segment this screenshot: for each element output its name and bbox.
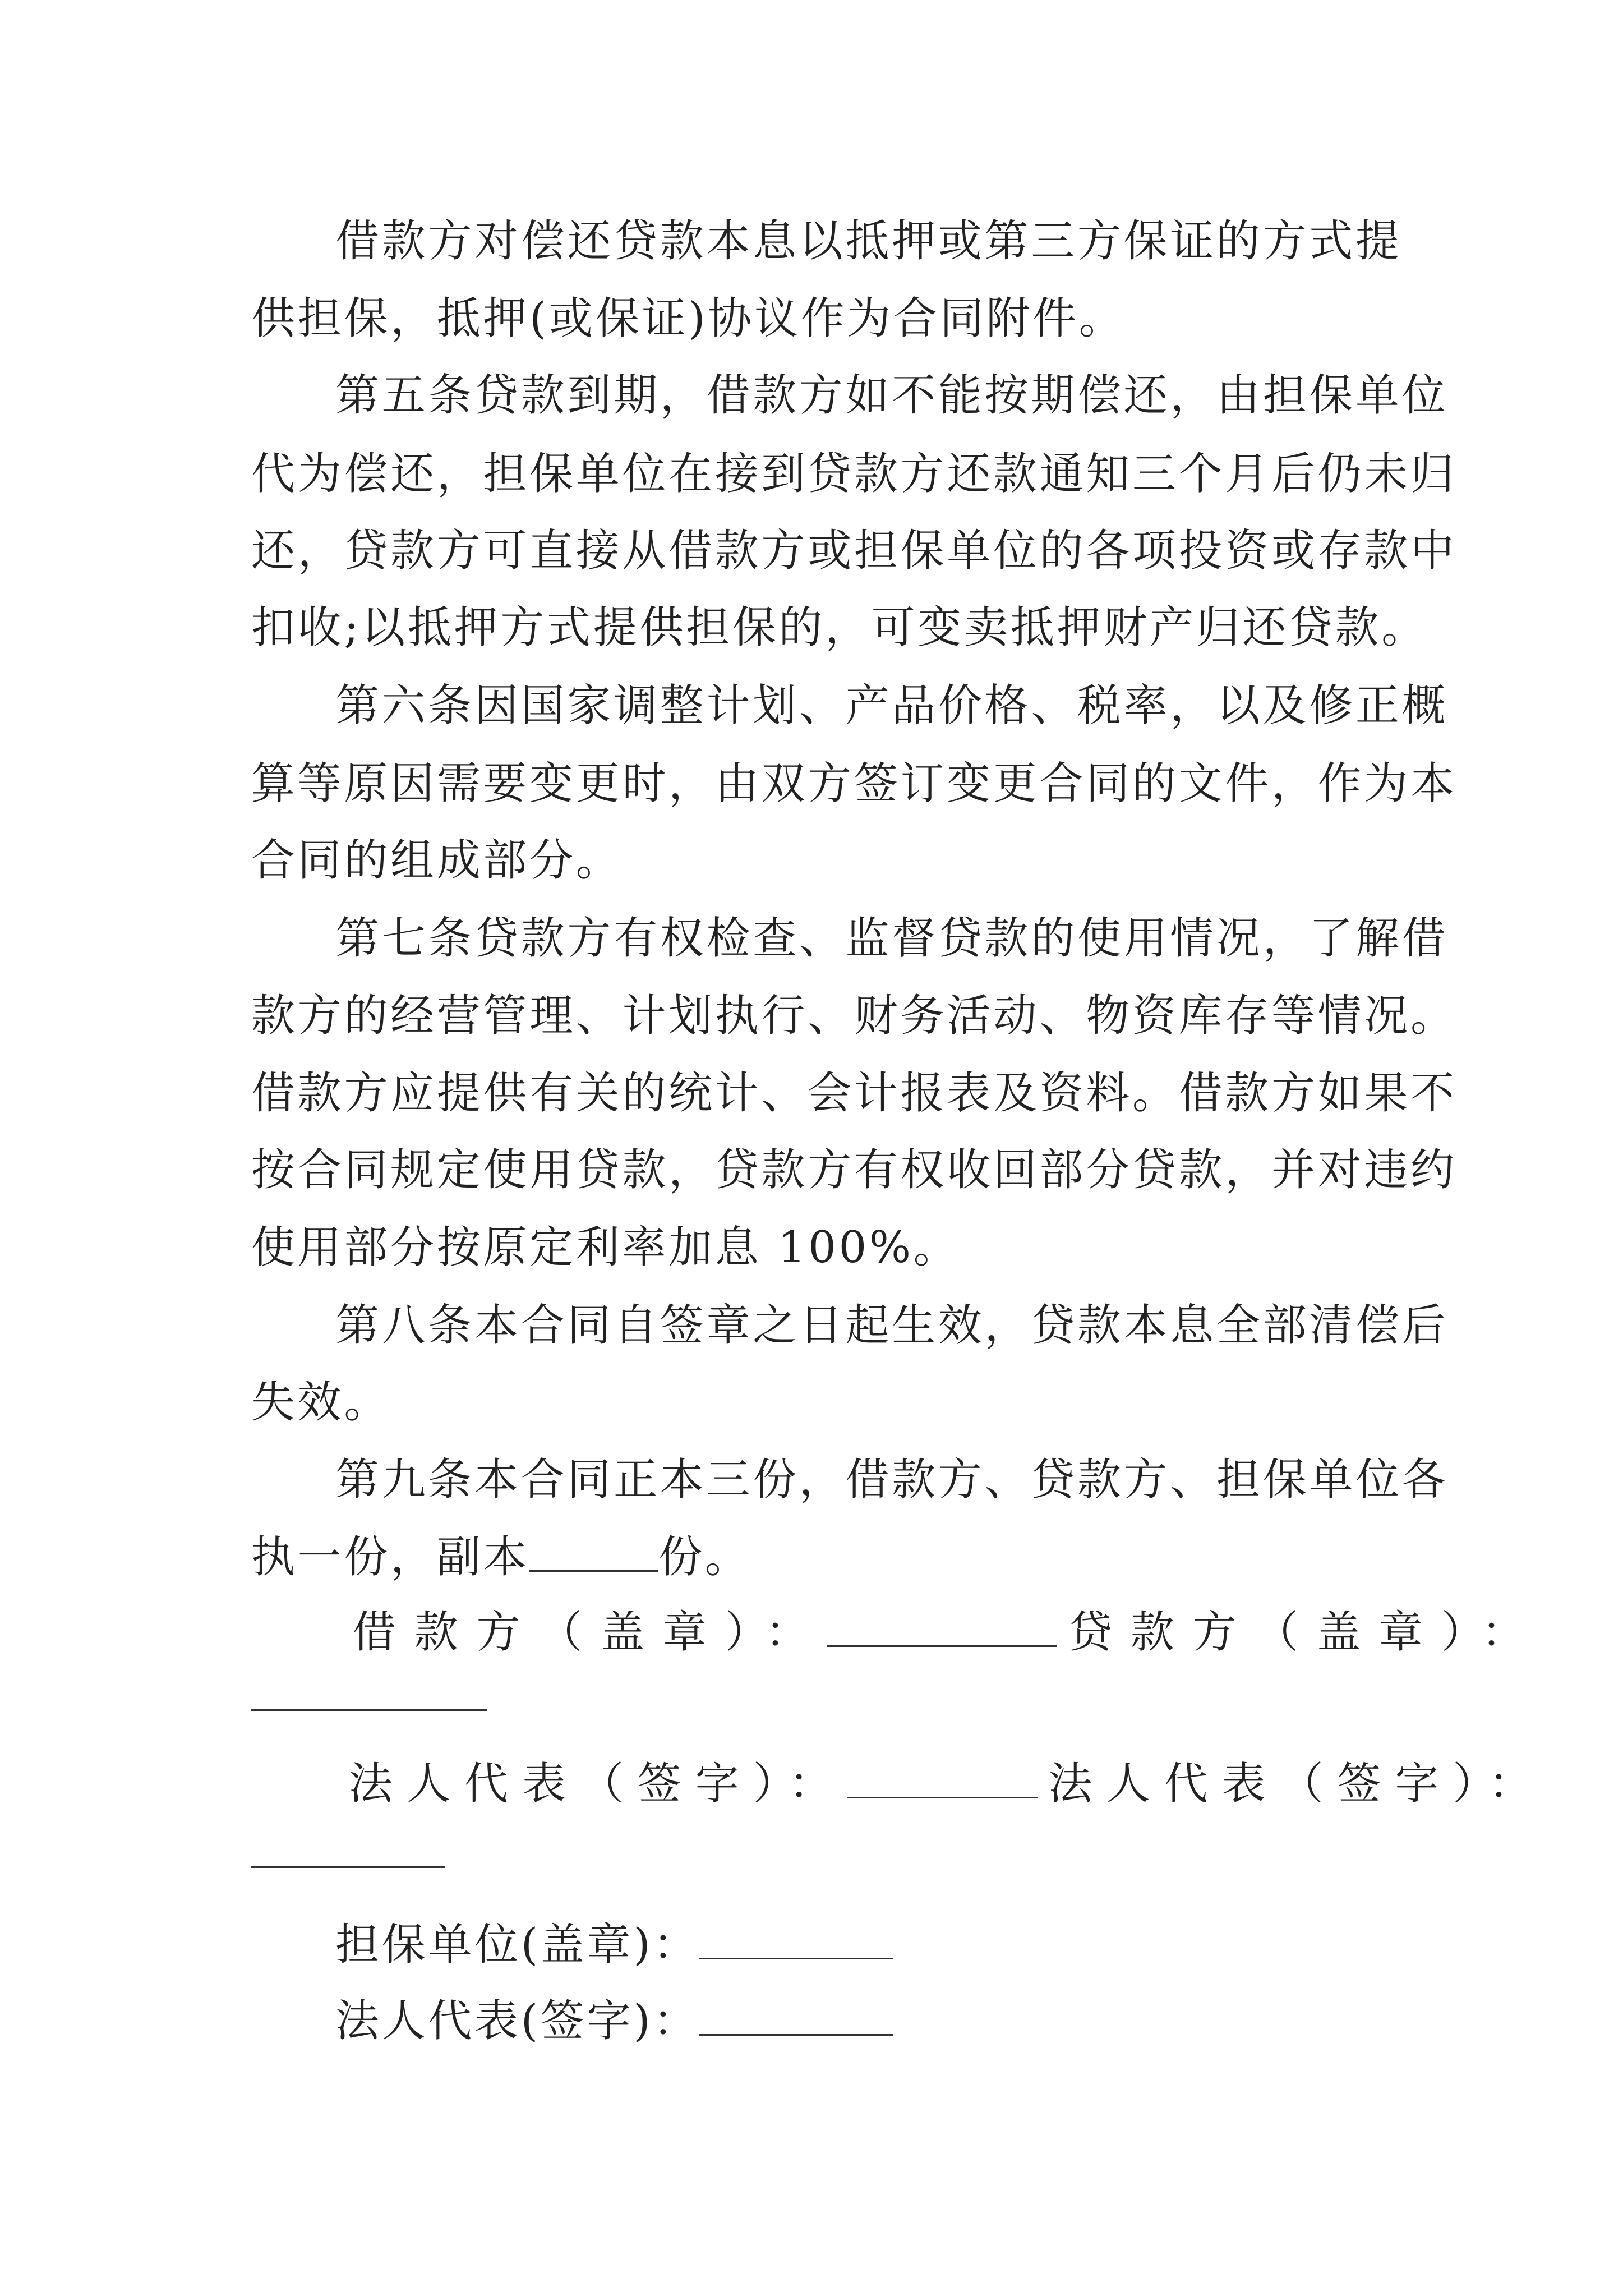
article-9-text-b: 份。: [658, 1532, 751, 1582]
article-5-line-1: 第五条贷款到期，借款方如不能按期偿还，由担保单位: [335, 370, 1449, 421]
paragraph-1-line-1: 借款方对偿还贷款本息以抵押或第三方保证的方式提: [335, 216, 1402, 266]
article-6-line-2: 算等原因需要变更时，由双方签订变更合同的文件，作为本: [251, 758, 1457, 809]
guarantor-rep-blank: [699, 2000, 893, 2036]
article-5-line-4: 扣收;以抵押方式提供担保的，可变卖抵押财产归还贷款。: [251, 602, 1428, 653]
article-9-line-1: 第九条本合同正本三份，借款方、贷款方、担保单位各: [335, 1455, 1449, 1505]
article-7-line-3: 借款方应提供有关的统计、会计报表及资料。借款方如果不: [251, 1068, 1457, 1119]
borrower-rep-blank: [847, 1763, 1038, 1798]
guarantor-seal-label: 担保单位(盖章)：: [335, 1920, 699, 1970]
borrower-seal-label: 借款方（盖章）：: [352, 1607, 828, 1658]
article-5-line-2: 代为偿还，担保单位在接到贷款方还款通知三个月后仍未归: [251, 449, 1457, 499]
article-7-line-5: 使用部分按原定利率加息 100%。: [251, 1222, 960, 1273]
guarantor-rep-row: [335, 1996, 1468, 2046]
article-8-line-1: 第八条本合同自签章之日起生效，贷款本息全部清偿后: [335, 1300, 1449, 1351]
guarantor-seal-row: [335, 1920, 1468, 1970]
article-6-line-3: 合同的组成部分。: [251, 835, 623, 886]
copies-blank: [529, 1536, 658, 1572]
guarantor-seal-blank: [699, 1924, 893, 1959]
lender-rep-label: 法人代表（签字）：: [1048, 1759, 1547, 1809]
paragraph-1-line-2: 供担保，抵押(或保证)协议作为合同附件。: [251, 293, 1126, 344]
article-5-line-3: 还，贷款方可直接从借款方或担保单位的各项投资或存款中: [251, 526, 1457, 576]
lender-rep-blank: [251, 1866, 445, 1868]
article-7-line-1: 第七条贷款方有权检查、监督贷款的使用情况，了解借: [335, 913, 1449, 964]
borrower-seal-row: [352, 1607, 1544, 1658]
lender-seal-label: 贷款方（盖章）：: [1068, 1607, 1544, 1658]
borrower-seal-blank: [827, 1612, 1057, 1647]
article-6-line-1: 第六条因国家调整计划、产品价格、税率，以及修正概: [335, 680, 1449, 731]
representative-row: [349, 1759, 1547, 1809]
article-7-line-2: 款方的经营管理、计划执行、财务活动、物资库存等情况。: [251, 991, 1457, 1041]
article-8-line-2: 失效。: [251, 1377, 391, 1428]
lender-seal-blank: [251, 1709, 487, 1711]
article-9-text-a: 执一份，副本: [251, 1532, 530, 1582]
article-9-line-2: [251, 1532, 1384, 1582]
guarantor-rep-label: 法人代表(签字)：: [335, 1996, 699, 2046]
borrower-rep-label: 法人代表（签字）：: [349, 1759, 847, 1809]
article-7-line-4: 按合同规定使用贷款，贷款方有权收回部分贷款，并对违约: [251, 1145, 1457, 1195]
